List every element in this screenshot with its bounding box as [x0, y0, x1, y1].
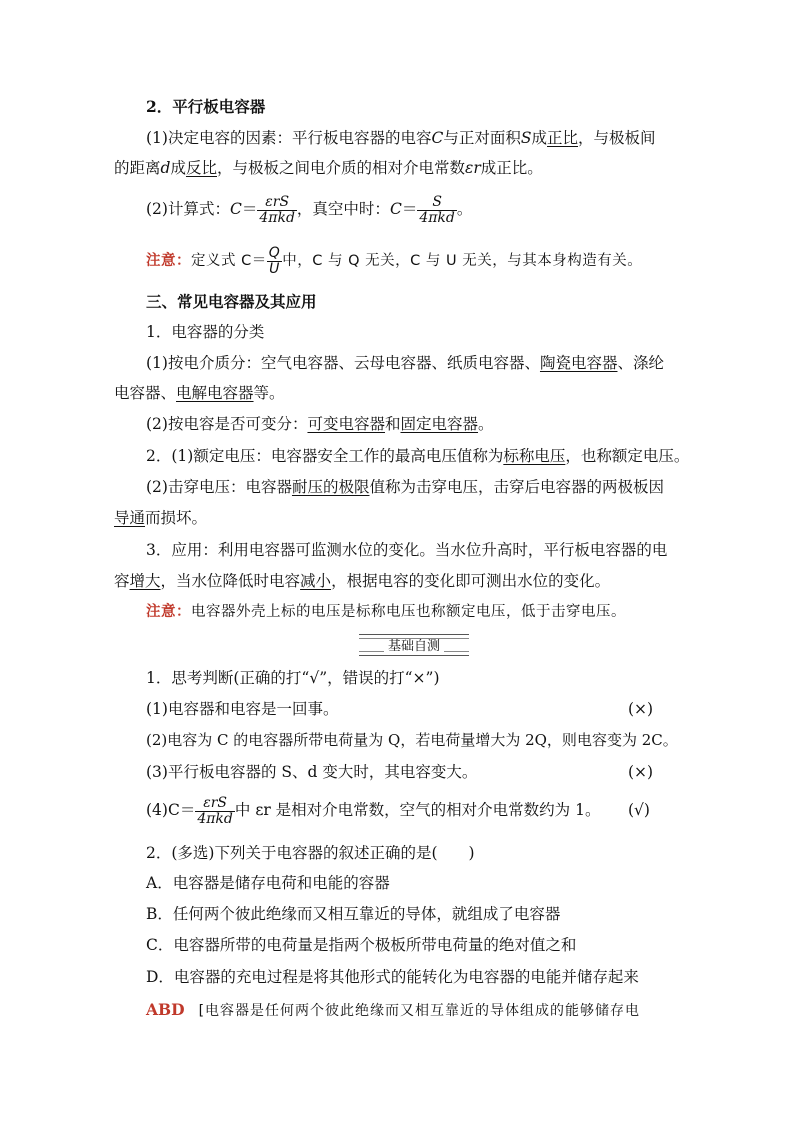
- text: 和: [384, 415, 401, 433]
- text: 电容器外壳上标的电压是标称电压也称额定电压，低于击穿电压。: [191, 604, 626, 620]
- answer-letters: ABD: [146, 1000, 185, 1019]
- text: 定义式 C＝: [191, 253, 267, 269]
- judgement-mark-1: (×): [628, 700, 654, 718]
- question-1-title: 1．思考判断(正确的打“√”，错误的打“×”): [146, 669, 440, 687]
- text: 成: [531, 129, 547, 147]
- underlined-term: 正比: [547, 129, 579, 147]
- text: (4)C＝: [146, 801, 196, 819]
- equals: ＝: [241, 200, 258, 218]
- numerator: Q: [268, 244, 281, 261]
- subheading-classification: 1．电容器的分类: [146, 323, 265, 341]
- equals: ＝: [401, 200, 418, 218]
- underlined-term: 固定电容器: [400, 415, 479, 433]
- judgement-mark-3: (×): [628, 763, 654, 781]
- option-a: A．电容器是储存电荷和电能的容器: [146, 874, 390, 892]
- note-label: 注意：: [146, 253, 191, 269]
- application-line2: [114, 571, 610, 591]
- text: ，与极板之间电介质的相对介电常数: [216, 159, 465, 177]
- symbol-c: C: [431, 129, 444, 147]
- breakdown-voltage-line2: [114, 508, 207, 528]
- text: (2)按电容是否可变分：: [146, 415, 308, 433]
- text: ，根据电容的变化即可测出水位的变化。: [331, 572, 611, 590]
- text: (1)按电介质分：空气电容器、云母电容器、纸质电容器、: [146, 354, 540, 372]
- application-line1: 3．应用：利用电容器可监测水位的变化。当水位升高时，平行板电容器的电: [146, 541, 668, 559]
- text: 等。: [253, 384, 285, 402]
- paragraph-factors-line1: [146, 128, 656, 148]
- text: 。: [478, 415, 494, 433]
- note-definition: [146, 244, 642, 278]
- text: 成正比。: [480, 159, 543, 177]
- text: 中 εr 是相对介电常数，空气的相对介电常数约为 1。: [234, 801, 601, 819]
- option-d: D．电容器的充电过程是将其他形式的能转化为电容器的电能并储存起来: [146, 968, 639, 986]
- section-heading-parallel-plate: 2．平行板电容器: [146, 97, 266, 116]
- numerator: εrS: [257, 195, 297, 211]
- text: 、涤纶: [617, 354, 664, 372]
- denominator: 4πkd: [419, 209, 455, 226]
- judgement-mark-4: (√): [628, 801, 650, 819]
- judgement-item-1: (1)电容器和电容是一回事。: [146, 700, 339, 718]
- symbol-s: S: [520, 129, 532, 147]
- option-c: C．电容器所带的电荷量是指两个极板所带电荷量的绝对值之和: [146, 936, 577, 954]
- paragraph-factors-line2: [114, 158, 543, 178]
- text: ，当水位降低时电容: [160, 572, 301, 590]
- text: ，与极板间: [578, 129, 656, 147]
- text: 与正对面积: [443, 129, 521, 147]
- classification-variable: [146, 414, 494, 434]
- classification-dielectric-line2: [114, 383, 285, 403]
- judgement-item-3: (3)平行板电容器的 S、d 变大时，其电容变大。: [146, 763, 478, 781]
- answer-line: [146, 1000, 640, 1021]
- section-banner-self-test: [359, 634, 469, 656]
- section-heading-common-capacitors: 三、常见电容器及其应用: [146, 292, 317, 311]
- underlined-term: 耐压的极限: [291, 478, 370, 496]
- question-2-title: 2．(多选)下列关于电容器的叙述正确的是( ): [146, 844, 475, 862]
- text: ，也称额定电压。: [565, 447, 690, 465]
- text: (2)计算式：: [146, 200, 230, 218]
- denominator: U: [269, 260, 280, 277]
- rated-voltage: [146, 446, 689, 466]
- underlined-term: 电解电容器: [176, 384, 254, 402]
- text: (1)决定电容的因素：平行板电容器的电容: [146, 129, 432, 147]
- underlined-term: 可变电容器: [307, 415, 385, 433]
- numerator: S: [417, 195, 457, 211]
- text: 电容器、: [114, 384, 177, 402]
- option-b: B．任何两个彼此绝缘而又相互靠近的导体，就组成了电容器: [146, 905, 561, 923]
- fraction-q-over-u: [267, 246, 283, 277]
- answer-explanation: [电容器是任何两个彼此绝缘而又相互靠近的导体组成的能够储存电: [198, 1003, 641, 1019]
- fraction-epsilon-s-over-4pikd: [257, 195, 297, 226]
- symbol-c: C: [389, 200, 402, 218]
- underlined-term: 增大: [129, 572, 161, 590]
- text: 。: [456, 200, 473, 218]
- breakdown-voltage-line1: [146, 477, 664, 497]
- underlined-term: 减小: [300, 572, 332, 590]
- banner-label: 基础自测: [384, 639, 444, 654]
- text: 成: [170, 159, 186, 177]
- text: (2)击穿电压：电容器: [146, 478, 292, 496]
- judgement-item-4: [146, 793, 600, 827]
- underlined-term: 陶瓷电容器: [539, 354, 618, 372]
- fraction-s-over-4pikd: [417, 195, 457, 226]
- text: 2．(1)额定电压：电容器安全工作的最高电压值称为: [146, 447, 504, 465]
- denominator: 4πkd: [259, 209, 295, 226]
- symbol-d: d: [160, 159, 171, 177]
- note-label: 注意：: [146, 604, 191, 620]
- underlined-term: 导通: [114, 509, 146, 527]
- text: 而损坏。: [145, 509, 208, 527]
- text: 值称为击穿电压，击穿后电容器的两极板因: [369, 478, 664, 496]
- fraction-epsilon-s-over-4pikd: [195, 796, 235, 827]
- symbol-epsilon-r: εr: [465, 159, 481, 177]
- text: ，真空中时：: [296, 200, 390, 218]
- text: 的距离: [114, 159, 161, 177]
- underlined-term: 标称电压: [503, 447, 566, 465]
- symbol-c: C: [229, 200, 242, 218]
- note-rated-voltage: [146, 602, 626, 622]
- numerator: εrS: [195, 796, 235, 812]
- judgement-item-2: (2)电容为 C 的电容器所带电荷量为 Q，若电荷量增大为 2Q，则电容变为 2C。: [146, 731, 678, 749]
- text: 容: [114, 572, 130, 590]
- classification-dielectric-line1: [146, 353, 664, 373]
- calc-formula-line: [146, 192, 472, 226]
- denominator: 4πkd: [197, 810, 233, 827]
- text: 中，C 与 Q 无关，C 与 U 无关，与其本身构造有关。: [282, 253, 643, 269]
- underlined-term: 反比: [185, 159, 217, 177]
